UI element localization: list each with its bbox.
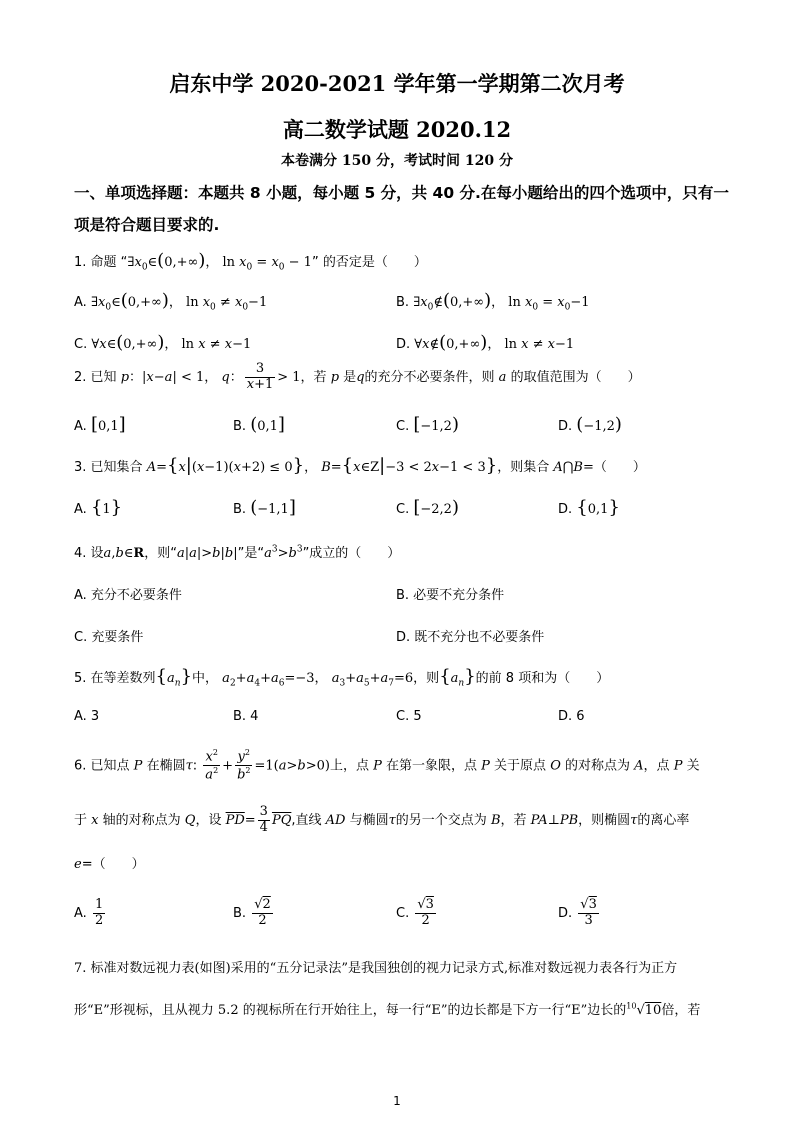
q1-option-a[interactable]: A. $\exists x_0\in(0,+\infty)$， $\ln x_0 \ne x_0-1$ (74, 290, 268, 313)
question-3-stem: 3. 已知集合 A={x|(x−1)(x+2) ≤ 0}， B={x∈Z|−3 < 2x−1 < 3}，则集合 A⋂B=（ ） (74, 455, 646, 476)
q4-option-a[interactable]: A. 充分不必要条件 (74, 588, 182, 603)
q5-option-b[interactable]: B. 4 (233, 709, 259, 724)
question-6-line1: 6. 已知点 P 在椭圆τ: $\frac{x^2}{a^2}$ + $\frac{y^2}{b^2}$ =1(a>b>0)上，点 P 在第一象限，点 P 关于原点 O 的对称点为 A，点 P 关 (74, 748, 700, 783)
q6-option-c[interactable]: C. $\frac{√3}{2}$ (396, 897, 434, 928)
page-number: 1 (393, 1094, 401, 1108)
question-6-line2: 于 x 轴的对称点为 Q，设 $\overline{PD}=$ $\frac{3}{4}$ $\overline{PQ}$,直线 AD 与椭圆τ的另一个交点为 B，若 PA⊥PB，则椭圆τ的离心率 (74, 804, 690, 835)
q2-option-a[interactable]: A. [0,1] (74, 414, 126, 435)
question-6-line3: e=（ ） (74, 857, 145, 872)
section-heading-line1: 一、单项选择题：本题共 8 小题，每小题 5 分，共 40 分.在每小题给出的四个选项中，只有一 (74, 184, 729, 202)
question-1-stem: 1. 命题 “$\exists x_0\in(0,+\infty)$， $\ln x_0 = x_0 - 1$” 的否定是（ ） (74, 250, 427, 273)
exam-title: 启东中学 2020-2021 学年第一学期第二次月考 (169, 71, 625, 96)
q1-option-b[interactable]: B. $\exists x_0\notin(0,+\infty)$， $\ln x_0 = x_0-1$ (396, 290, 590, 313)
q6-option-d[interactable]: D. $\frac{√3}{3}$ (558, 897, 597, 928)
q4-option-d[interactable]: D. 既不充分也不必要条件 (396, 630, 545, 645)
section-heading-line2: 项是符合题目要求的. (74, 216, 220, 234)
q4-option-c[interactable]: C. 充要条件 (74, 630, 144, 645)
q6-option-a[interactable]: A. $\frac{1}{2}$ (74, 897, 104, 928)
question-4-stem: 4. 设a,b∈R，则“a|a|>b|b|”是“$a^3>b^3$”成立的（ ） (74, 544, 401, 561)
q5-option-d[interactable]: D. 6 (558, 709, 585, 724)
exam-subject-title: 高二数学试题 2020.12 (282, 117, 512, 142)
q2-option-c[interactable]: C. [−1,2) (396, 414, 459, 435)
q3-option-d[interactable]: D. {0,1} (558, 497, 620, 518)
q4-option-b[interactable]: B. 必要不充分条件 (396, 588, 505, 603)
q1-option-c[interactable]: C. ∀x∈(0,+∞)， ln x ≠ x−1 (74, 332, 252, 353)
exam-info: 本卷满分 150 分，考试时间 120 分 (281, 153, 513, 169)
q2-option-b[interactable]: B. (0,1] (233, 414, 285, 435)
q6-option-b[interactable]: B. $\frac{√2}{2}$ (233, 897, 271, 928)
q3-option-c[interactable]: C. [−2,2) (396, 497, 459, 518)
q2-option-d[interactable]: D. (−1,2) (558, 414, 622, 435)
q5-option-c[interactable]: C. 5 (396, 709, 422, 724)
q1-option-d[interactable]: D. ∀x∉(0,+∞)， ln x ≠ x−1 (396, 332, 575, 353)
q3-option-b[interactable]: B. (−1,1] (233, 497, 296, 518)
question-7-line1: 7. 标准对数远视力表(如图)采用的“五分记录法”是我国独创的视力记录方式,标准对数远视力表各行为正方 (74, 961, 678, 976)
q5-option-a[interactable]: A. 3 (74, 709, 100, 724)
q3-option-a[interactable]: A. {1} (74, 497, 123, 518)
question-7-line2: 形“E”形视标，且从视力 5.2 的视标所在行开始往上，每一行“E”的边长都是下方一行“E”边长的$^{10}$√10倍，若 (74, 1001, 701, 1018)
question-5-stem: 5. 在等差数列$\{a_n\}$中， $a_2+a_4+a_6=-3$， $a_3+a_5+a_7=6$，则$\{a_n\}$的前 8 项和为（ ） (74, 666, 610, 689)
question-2-stem: 2. 已知 p：|x−a| < 1， q： $\frac{3}{x+1}$ > 1，若 p 是q的充分不必要条件，则 a 的取值范围为（ ） (74, 361, 641, 392)
